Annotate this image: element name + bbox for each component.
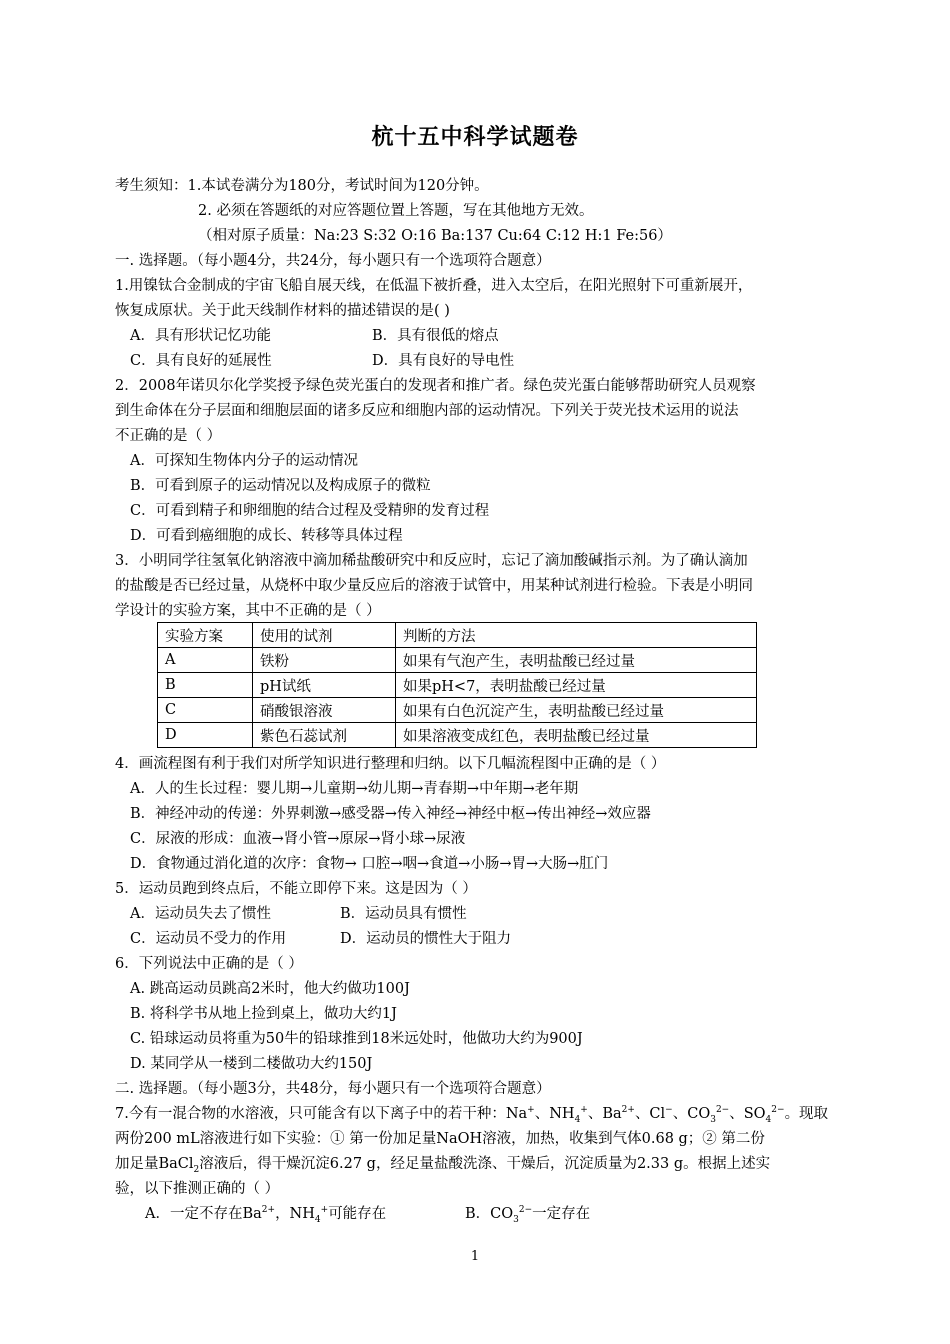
q7-stem-line-4: 验，以下推测正确的（ ） xyxy=(115,1181,280,1197)
table-cell: B xyxy=(158,673,253,698)
table-row xyxy=(158,698,757,723)
q6-option-c: C. 铅球运动员将重为50牛的铅球推到18米远处时，他做功大约为900J xyxy=(130,1031,583,1047)
q6-option-b: B. 将科学书从地上捡到桌上，做功大约1J xyxy=(130,1006,397,1022)
q1-stem-line-2: 恢复成原状。关于此天线制作材料的描述错误的是( ) xyxy=(115,303,450,319)
table-cell: 硝酸银溶液 xyxy=(253,698,396,723)
section-1-heading: 一. 选择题。（每小题4分，共24分，每小题只有一个选项符合题意） xyxy=(115,253,551,269)
table-cell: A xyxy=(158,648,253,673)
table-row xyxy=(158,673,757,698)
q1-option-b: B．具有很低的熔点 xyxy=(372,328,499,344)
table-cell: 如果有气泡产生，表明盐酸已经过量 xyxy=(396,648,757,673)
table-cell: 如果pH<7，表明盐酸已经过量 xyxy=(396,673,757,698)
table-cell: 铁粉 xyxy=(253,648,396,673)
q3-stem-line-3: 学设计的实验方案，其中不正确的是（ ） xyxy=(115,603,381,619)
q1-option-c: C．具有良好的延展性 xyxy=(130,353,272,369)
q7-stem-line-3: 加足量BaCl$_2$溶液后，得干燥沉淀6.27 g，经足量盐酸洗涤、干燥后，沉淀质量为2.33 g。根据上述实 xyxy=(115,1156,771,1175)
q3-experiment-table xyxy=(157,622,757,748)
q5-option-b: B．运动员具有惯性 xyxy=(340,906,467,922)
q2-stem-line-2: 到生命体在分子层面和细胞层面的诸多反应和细胞内部的运动情况。下列关于荧光技术运用的说法 xyxy=(115,403,739,419)
q1-stem-line-1: 1.用镍钛合金制成的宇宙飞船自展天线，在低温下被折叠，进入太空后，在阳光照射下可重新展开， xyxy=(115,278,753,294)
q1-option-d: D．具有良好的导电性 xyxy=(372,353,515,369)
q2-option-b: B．可看到原子的运动情况以及构成原子的微粒 xyxy=(130,478,431,494)
q4-option-a: A．人的生长过程：婴儿期→儿童期→幼儿期→青春期→中年期→老年期 xyxy=(130,781,579,797)
notice-line-1: 考生须知：1.本试卷满分为180分，考试时间为120分钟。 xyxy=(115,178,489,194)
q2-option-d: D．可看到癌细胞的成长、转移等具体过程 xyxy=(130,528,403,544)
q3-stem-line-1: 3．小明同学往氢氧化钠溶液中滴加稀盐酸研究中和反应时，忘记了滴加酸碱指示剂。为了确认滴加 xyxy=(115,553,748,569)
q7-stem-line-1: 7.今有一混合物的水溶液，只可能含有以下离子中的若干种：Na+、$NH_4^+$、$Ba^{2+}$、Cl−、$CO_3^{2-}$、$SO_4^{2-}$。现取 xyxy=(115,1105,829,1125)
table-header-cell: 判断的方法 xyxy=(396,623,757,648)
q7-stem-line-2: 两份200 mL溶液进行如下实验：① 第一份加足量NaOH溶液，加热，收集到气体0.68 g；② 第二份 xyxy=(115,1131,765,1147)
q5-stem: 5．运动员跑到终点后，不能立即停下来。这是因为（ ） xyxy=(115,881,477,897)
table-cell: pH试纸 xyxy=(253,673,396,698)
section-2-heading: 二. 选择题。（每小题3分，共48分，每小题只有一个选项符合题意） xyxy=(115,1081,551,1097)
table-cell: C xyxy=(158,698,253,723)
page-number: 1 xyxy=(470,1249,480,1264)
table-cell: 如果溶液变成红色，表明盐酸已经过量 xyxy=(396,723,757,748)
q2-option-a: A．可探知生物体内分子的运动情况 xyxy=(130,453,358,469)
q4-stem: 4．画流程图有利于我们对所学知识进行整理和归纳。以下几幅流程图中正确的是（ ） xyxy=(115,756,666,772)
q2-option-c: C．可看到精子和卵细胞的结合过程及受精卵的发育过程 xyxy=(130,503,490,519)
table-header-row xyxy=(158,623,757,648)
q2-stem-line-3: 不正确的是（ ） xyxy=(115,428,222,444)
q5-option-c: C．运动员不受力的作用 xyxy=(130,931,287,947)
q2-stem-line-1: 2．2008年诺贝尔化学奖授予绿色荧光蛋白的发现者和推广者。绿色荧光蛋白能够帮助研究人员观察 xyxy=(115,378,756,394)
table-header-cell: 实验方案 xyxy=(158,623,253,648)
q3-stem-line-2: 的盐酸是否已经过量，从烧杯中取少量反应后的溶液于试管中，用某种试剂进行检验。下表是小明同 xyxy=(115,578,753,594)
q5-option-d: D．运动员的惯性大于阻力 xyxy=(340,931,512,947)
notice-line-2: 2. 必须在答题纸的对应答题位置上答题，写在其他地方无效。 xyxy=(198,203,594,219)
q4-option-c: C．尿液的形成：血液→肾小管→原尿→肾小球→尿液 xyxy=(130,831,466,847)
q7-option-a: A．一定不存在$Ba^{2+}$，$NH_4^+$可能存在 xyxy=(145,1205,387,1225)
q5-option-a: A．运动员失去了惯性 xyxy=(130,906,271,922)
table-cell: 紫色石蕊试剂 xyxy=(253,723,396,748)
table-cell: 如果有白色沉淀产生，表明盐酸已经过量 xyxy=(396,698,757,723)
q6-option-d: D. 某同学从一楼到二楼做功大约150J xyxy=(130,1056,373,1072)
q6-option-a: A. 跳高运动员跳高2米时，他大约做功100J xyxy=(130,981,410,997)
page-title: 杭十五中科学试题卷 xyxy=(371,125,579,150)
q1-option-a: A．具有形状记忆功能 xyxy=(130,328,271,344)
table-row xyxy=(158,723,757,748)
table-row xyxy=(158,648,757,673)
q4-option-d: D．食物通过消化道的次序：食物→ 口腔→咽→食道→小肠→胃→大肠→肛门 xyxy=(130,856,609,872)
q4-option-b: B．神经冲动的传递：外界刺激→感受器→传入神经→神经中枢→传出神经→效应器 xyxy=(130,806,651,822)
q6-stem: 6．下列说法中正确的是（ ） xyxy=(115,956,303,972)
table-header-cell: 使用的试剂 xyxy=(253,623,396,648)
q7-option-b: B．$CO_3^{2-}$一定存在 xyxy=(465,1205,591,1225)
table-cell: D xyxy=(158,723,253,748)
notice-line-3: （相对原子质量：Na:23 S:32 O:16 Ba:137 Cu:64 C:12 H:1 Fe:56） xyxy=(198,228,672,244)
